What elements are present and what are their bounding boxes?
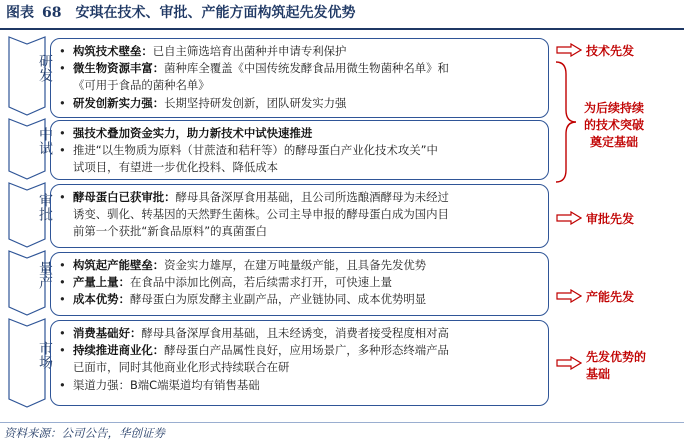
box-line	[59, 325, 542, 342]
line-text: 酵母蛋白产品属性良好，应用场景广，多种形态终端产品	[164, 343, 449, 358]
bullet: •	[59, 326, 66, 340]
note-tech-lead: 技术先发	[586, 44, 635, 58]
stage-label: 量产	[37, 261, 53, 289]
box-line	[59, 359, 542, 376]
box-line	[59, 125, 542, 142]
figure-title-number: 68	[42, 5, 62, 21]
box-line	[59, 223, 542, 240]
line-text: 诱变、驯化、转基因的天然野生菌株。公司主导申报的酵母蛋白成为国内目	[73, 207, 449, 222]
bullet: •	[59, 190, 66, 204]
figure-title	[6, 1, 678, 27]
stage-box-2	[50, 120, 549, 180]
stage-label: 市场	[37, 341, 53, 369]
box-line	[59, 342, 542, 359]
bottom-rule	[0, 422, 684, 423]
stage-label: 研发	[37, 54, 53, 82]
box-line	[59, 291, 542, 308]
line-text: 酵母具备深厚食用基础，且未经诱变，消费者接受程度相对高	[141, 326, 449, 340]
bullet: •	[59, 44, 66, 58]
bullet: •	[59, 126, 66, 140]
arrow-approval-icon	[556, 211, 582, 225]
line-key: 微生物资源丰富：	[73, 61, 165, 76]
box-line	[59, 377, 542, 394]
brace-icon	[552, 60, 582, 184]
box-line	[59, 77, 542, 94]
note-capacity-lead: 产能先发	[586, 290, 635, 304]
line-text: 已面市，同时其他商业化形式持续联合在研	[73, 360, 290, 375]
box-line	[59, 60, 542, 77]
note-brace-line-1: 为后续持续	[584, 101, 645, 115]
stage-box-5	[50, 320, 549, 406]
note-market	[586, 349, 646, 383]
note-approval-lead: 审批先发	[586, 212, 635, 226]
arrow-capacity-icon	[556, 289, 582, 303]
stage-5	[8, 318, 53, 408]
arrow-tech-icon	[556, 43, 582, 57]
figure-title-text: 安琪在技术、审批、产能方面构筑起先发优势	[75, 5, 356, 21]
line-key: 成本优势：	[73, 292, 130, 307]
bullet: •	[59, 258, 66, 272]
figure-title-prefix: 图表	[6, 5, 34, 21]
bullet: •	[59, 95, 66, 110]
source-note: 资料来源：公司公告，华创证券	[4, 426, 165, 440]
box-line	[59, 274, 542, 291]
line-key: 构筑技术壁垒：	[73, 44, 153, 58]
bullet: •	[59, 61, 66, 76]
line-text: 资金实力雄厚，在建万吨量级产能，且具备先发优势	[164, 258, 427, 272]
stage-4	[8, 250, 53, 316]
bullet: •	[59, 377, 66, 392]
line-key: 消费基础好：	[73, 326, 142, 340]
box-line	[59, 142, 542, 159]
note-brace-line-3: 奠定基础	[590, 135, 639, 149]
line-key: 酵母蛋白已获审批：	[73, 190, 176, 204]
line-key: 构筑起产能壁垒：	[73, 258, 165, 272]
stage-3	[8, 182, 53, 248]
line-text: 渠道力强：B端C端渠道均有销售基础	[73, 377, 260, 392]
stage-1	[8, 36, 53, 116]
note-market-line-1: 先发优势的	[586, 350, 647, 364]
line-text: 推进“以生物质为原料（甘蔗渣和秸秆等）的酵母蛋白产业化技术攻关”中	[73, 143, 438, 158]
stage-box-4	[50, 252, 549, 316]
stage-box-1	[50, 38, 549, 118]
line-key: 强技术叠加资金实力，助力新技术中试快速推进	[73, 126, 313, 140]
bullet: •	[59, 143, 66, 158]
line-text: 长期坚持研发创新，团队研发实力强	[164, 95, 347, 110]
arrow-market-icon	[556, 356, 582, 370]
line-text: 在食品中添加比例高，若后续需求打开，可快速上量	[129, 275, 392, 290]
box-line	[59, 257, 542, 274]
note-brace	[584, 100, 644, 151]
line-key: 持续推进商业化：	[73, 343, 165, 358]
line-text: 前第一个获批“新食品原料”的真菌蛋白	[73, 224, 268, 239]
box-line	[59, 95, 542, 112]
box-line	[59, 43, 542, 60]
stage-2	[8, 118, 53, 180]
stage-label: 中试	[37, 127, 53, 155]
note-market-line-2: 基础	[586, 367, 611, 381]
box-line	[59, 159, 542, 176]
line-text: 酵母具备深厚食用基础，且公司所选酿酒酵母为未经过	[175, 190, 449, 204]
title-rule	[0, 28, 684, 30]
line-text: 试项目，有望进一步优化投料、降低成本	[73, 160, 279, 175]
stage-label: 审批	[37, 193, 53, 221]
line-key: 产量上量：	[73, 275, 130, 290]
bullet: •	[59, 292, 66, 307]
line-key: 研发创新实力强：	[73, 95, 165, 110]
box-line	[59, 206, 542, 223]
box-line	[59, 189, 542, 206]
line-text: 已自主筛选培育出菌种并申请专利保护	[152, 44, 347, 58]
line-text: 酵母蛋白为原发酵主业副产品，产业链协同、成本优势明显	[129, 292, 427, 307]
bullet: •	[59, 343, 66, 358]
line-text: 《可用于食品的菌种名单》	[73, 78, 210, 93]
bullet: •	[59, 275, 66, 290]
line-text: 菌种库全覆盖《中国传统发酵食品用微生物菌种名单》和	[164, 61, 449, 76]
stage-box-3	[50, 184, 549, 248]
note-brace-line-2: 的技术突破	[584, 118, 645, 132]
